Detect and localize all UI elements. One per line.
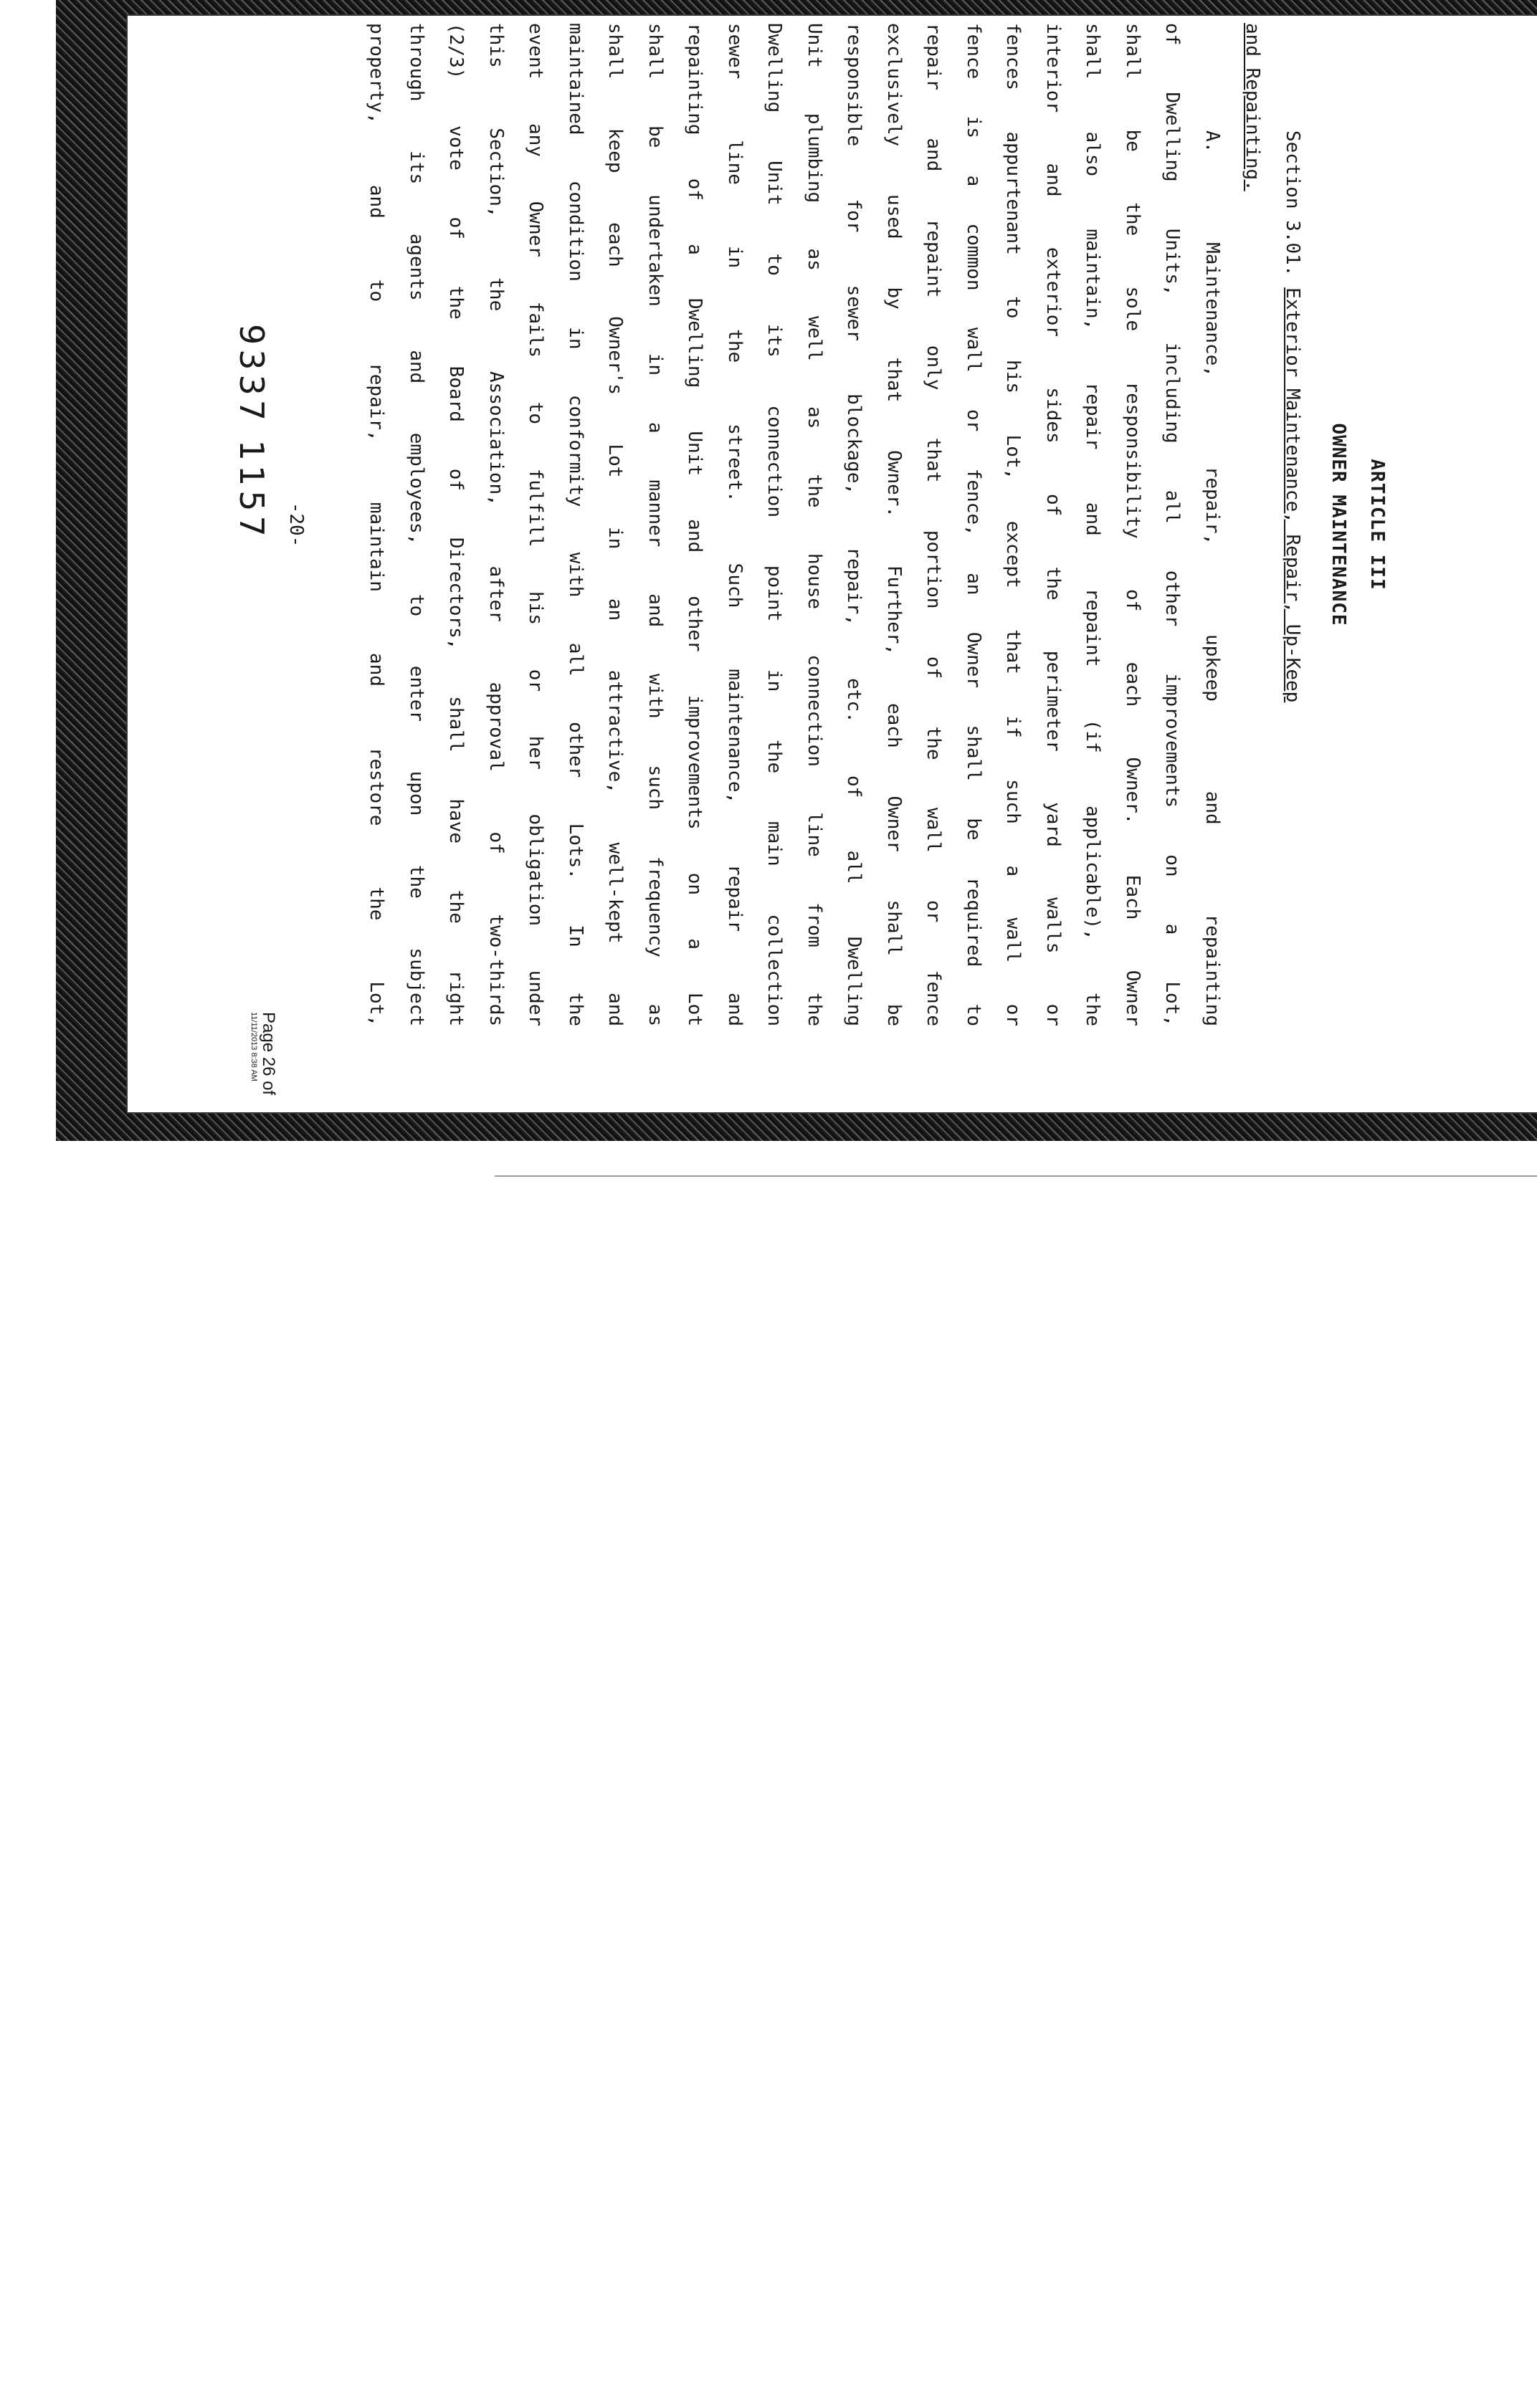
page-stamp bbox=[249, 1012, 278, 1155]
stamp-page: Page 26 of bbox=[259, 1012, 278, 1096]
body-text bbox=[348, 23, 1223, 1026]
section-heading-text: Exterior Maintenance, Repair, Up-Keep bbox=[1282, 287, 1303, 703]
body-line: shall keep each Owner's Lot in an attractive, well-kept and bbox=[604, 23, 627, 1026]
body-line: through its agents and employees, to enter upon the subject bbox=[406, 23, 427, 1026]
body-line: Dwelling Unit to its connection point in the main collection bbox=[763, 23, 786, 1026]
article-subtitle: OWNER MAINTENANCE bbox=[1328, 423, 1349, 626]
scan-edge-line bbox=[495, 1175, 1537, 1177]
body-line: shall also maintain, repair and repaint (if applicable), the bbox=[1082, 23, 1104, 1026]
stamp-datetime: 11/11/2013 8:38 AM bbox=[249, 1012, 258, 1081]
body-line: event any Owner fails to fulfill his or her obligation under bbox=[525, 23, 547, 1026]
body-line: A. Maintenance, repair, upkeep and repainting bbox=[1201, 130, 1223, 1026]
section-heading bbox=[1282, 130, 1303, 1134]
section-number: Section 3.01. bbox=[1282, 130, 1303, 277]
body-line: exclusively used by that Owner. Further, each Owner shall be bbox=[883, 23, 905, 1026]
body-line: shall be the sole responsibility of each Owner. Each Owner bbox=[1122, 23, 1143, 1026]
section-heading-continued: and Repainting. bbox=[1242, 23, 1263, 191]
rotated-text-block bbox=[178, 23, 1411, 1141]
body-line: this Section, the Association, after approval of two-thirds bbox=[485, 23, 507, 1026]
body-line: Unit plumbing as well as the house connection line from the bbox=[804, 23, 825, 1026]
body-line: interior and exterior sides of the perimeter yard walls or bbox=[1042, 23, 1064, 1026]
book-page-number: 9337 1157 bbox=[232, 324, 271, 541]
page-number: -20- bbox=[285, 502, 307, 548]
article-title: ARTICLE III bbox=[1366, 459, 1388, 591]
body-line: maintained condition in conformity with all other Lots. In the bbox=[565, 23, 586, 1026]
body-line: fence is a common wall or fence, an Owner shall be required to bbox=[963, 23, 984, 1026]
body-line: of Dwelling Units, including all other improvements on a Lot, bbox=[1161, 23, 1184, 1026]
body-line: repainting of a Dwelling Unit and other improvements on a Lot bbox=[684, 23, 706, 1026]
body-line: fences appurtenant to his Lot, except that if such a wall or bbox=[1002, 23, 1024, 1026]
body-line: repair and repaint only that portion of the wall or fence bbox=[923, 23, 945, 1026]
body-line: (2/3) vote of the Board of Directors, shall have the right bbox=[445, 23, 467, 1026]
body-line: property, and to repair, maintain and restore the Lot, bbox=[366, 23, 388, 1026]
body-line: sewer line in the street. Such maintenance, repair and bbox=[724, 23, 746, 1026]
body-line: responsible for sewer blockage, repair, etc. of all Dwelling bbox=[843, 23, 865, 1026]
body-line: shall be undertaken in a manner and with such frequency as bbox=[644, 23, 666, 1026]
